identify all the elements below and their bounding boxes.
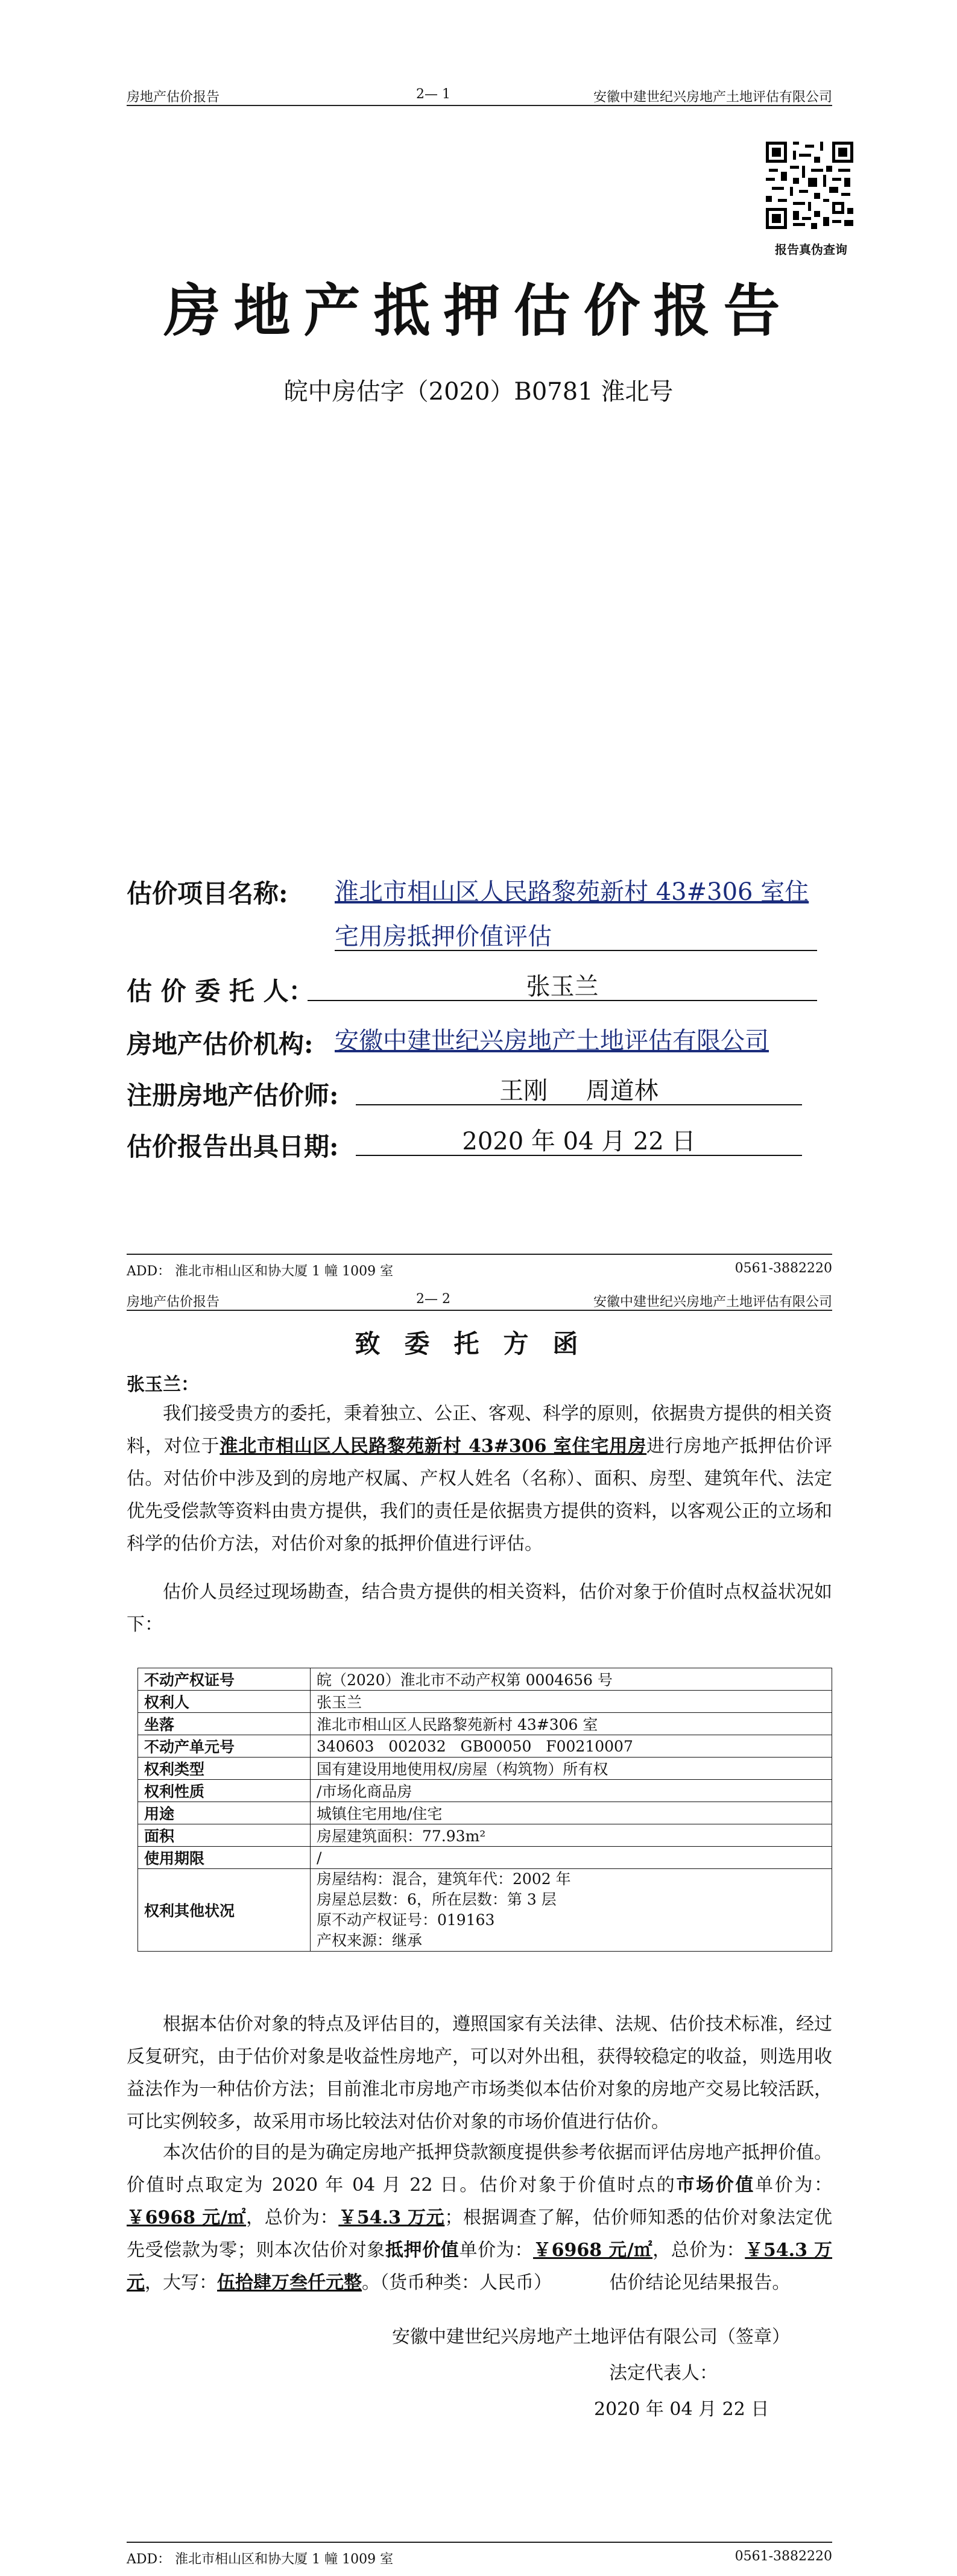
page-header	[127, 1289, 832, 1311]
letter-paragraph-2	[127, 1576, 832, 1641]
header-page-number: 2— 2	[416, 1292, 450, 1307]
other-status-line: 房屋总层数：6，所在层数：第 3 层	[317, 1891, 557, 1908]
page-header	[127, 84, 832, 106]
rights-key: 权利其他状况	[138, 1869, 311, 1952]
para4-c: 单价为：	[755, 2175, 833, 2196]
rights-value: /市场化商品房	[311, 1780, 832, 1802]
rights-table-row	[138, 1668, 832, 1691]
footer-phone: 0561-3882220	[734, 2549, 832, 2564]
property-rights-table	[137, 1668, 832, 1952]
rights-value: 张玉兰	[311, 1691, 832, 1713]
project-name-line1: 淮北市相山区人民路黎苑新村 43#306 室住	[335, 878, 809, 906]
other-status-line: 房屋结构：混合，建筑年代：2002 年	[317, 1870, 571, 1888]
rights-key: 坐落	[138, 1713, 311, 1735]
other-status-line: 产权来源：继承	[317, 1932, 423, 1949]
rights-table-row	[138, 1735, 832, 1758]
rights-table-row	[138, 1691, 832, 1713]
para4-k: ，总价为：	[652, 2240, 745, 2261]
rights-value: 城镇住宅用地/住宅	[311, 1802, 832, 1824]
rights-key: 权利人	[138, 1691, 311, 1713]
header-left: 房地产估价报告	[127, 90, 220, 105]
letter-title: 致委托方函	[355, 1329, 602, 1359]
header-company: 安徽中建世纪兴房地产土地评估有限公司	[593, 1295, 832, 1310]
page-footer	[127, 2542, 832, 2567]
rights-table-body	[138, 1668, 832, 1952]
rights-value: 淮北市相山区人民路黎苑新村 43#306 室	[311, 1713, 832, 1735]
para4-m: ，大写：	[145, 2272, 217, 2293]
signature-company: 安徽中建世纪兴房地产土地评估有限公司（签章）	[392, 2326, 790, 2348]
header-company: 安徽中建世纪兴房地产土地评估有限公司	[593, 90, 832, 105]
qr-caption: 报告真伪查询	[775, 242, 847, 257]
property-address: 淮北市相山区人民路黎苑新村 43#306 室住宅用房	[220, 1436, 647, 1457]
market-value-label: 市场价值	[676, 2175, 756, 2196]
rights-value: /	[311, 1847, 832, 1869]
rights-key: 权利类型	[138, 1758, 311, 1780]
footer-address: ADD： 淮北市相山区和协大厦 1 幢 1009 室	[127, 1264, 394, 1279]
market-unit-price: ￥6968 元/㎡	[127, 2207, 247, 2228]
legal-representative: 法定代表人：	[609, 2363, 718, 2384]
project-name-line2-text: 宅用房抵押价值评估	[335, 923, 552, 950]
para1-part-a: 我们接受贵方的委托，秉着独立、公正、客观、科学的原则，依据贵方提供的相关资料，对位于	[127, 1403, 832, 1457]
para2-text: 估价人员经过现场勘查，结合贵方提供的相关资料，估价对象于价值时点权益状况如下：	[127, 1582, 832, 1635]
rights-key: 面积	[138, 1824, 311, 1847]
rights-value: 皖（2020）淮北市不动产权第 0004656 号	[311, 1668, 832, 1691]
para4-a: 本次估价的目的是为确定房地产抵押贷款额度提供参考依据而评估房地产抵押价值。价值时点取定为 2020 年 04 月 22 日。估价对象于价值时点的	[127, 2142, 832, 2196]
rights-value: 国有建设用地使用权/房屋（构筑物）所有权	[311, 1758, 832, 1780]
rights-table-row	[138, 1824, 832, 1847]
footer-address: ADD： 淮北市相山区和协大厦 1 幢 1009 室	[127, 2552, 394, 2567]
rights-key: 不动产权证号	[138, 1668, 311, 1691]
other-status-line: 原不动产权证号：019163	[317, 1911, 495, 1929]
rights-table-row	[138, 1780, 832, 1802]
para4-e: ，总价为：	[246, 2207, 339, 2228]
agency-label: 房地产估价机构:	[127, 1029, 314, 1059]
mortgage-value-label: 抵押价值	[385, 2240, 460, 2261]
rights-value: 340603 002032 GB00050 F00210007	[311, 1735, 832, 1758]
rights-table-row	[138, 1847, 832, 1869]
market-total-price: ￥54.3 万元	[338, 2207, 445, 2228]
para4-o: 。（货币种类：人民币） 估价结论见结果报告。	[362, 2272, 791, 2293]
qr-code-icon[interactable]	[766, 142, 853, 229]
amount-in-words: 伍拾肆万叁仟元整	[217, 2272, 362, 2293]
rights-table-row-other	[138, 1869, 832, 1952]
signature-date: 2020 年 04 月 22 日	[594, 2399, 769, 2420]
rights-table-row	[138, 1713, 832, 1735]
header-page-number: 2— 1	[416, 87, 450, 102]
rights-table-row	[138, 1758, 832, 1780]
para3-text: 根据本估价对象的特点及评估目的，遵照国家有关法律、法规、估价技术标准，经过反复研究，由于估价对象是收益性房地产，可以对外出租，获得较稳定的收益，则选用收益法作为一种估价方法；目前淮北市房地产市场类似本估价对象的房地产交易比较活跃，可比实例较多，故采用市场比较法对估价对象的市场价值进行估价。	[127, 2014, 832, 2132]
client-label: 估 价 委 托 人：	[127, 976, 314, 1006]
para1-part-c: 进行房地产抵押估价评估。对估价中涉及到的房地产权属、产权人姓名（名称）、面积、房型、建筑年代、法定优先受偿款等资料由贵方提供，我们的责任是依据贵方提供的资料，以客观公正的立场和科学的估价方法，对估价对象的抵押价值进行评估。	[127, 1436, 833, 1554]
project-name-line2	[335, 917, 817, 951]
mortgage-unit-price: ￥6968 元/㎡	[532, 2240, 653, 2261]
footer-phone: 0561-3882220	[734, 1261, 832, 1276]
para4-g: ；根据调查了解，估价师知悉的估价对象法定优先受偿款为零；则本次估价对象	[127, 2207, 833, 2261]
rights-value-other	[311, 1869, 832, 1952]
salutation: 张玉兰：	[127, 1374, 199, 1395]
rights-key: 用途	[138, 1802, 311, 1824]
appraiser-label: 注册房地产估价师:	[127, 1081, 339, 1110]
rights-key: 权利性质	[138, 1780, 311, 1802]
rights-key: 不动产单元号	[138, 1735, 311, 1758]
letter-paragraph-3	[127, 2008, 832, 2138]
letter-paragraph-1	[127, 1398, 832, 1560]
letter-paragraph-4	[127, 2137, 832, 2299]
report-date-label: 估价报告出具日期:	[127, 1132, 339, 1161]
rights-key: 使用期限	[138, 1847, 311, 1869]
letter-page	[0, 1288, 957, 2576]
page-footer	[127, 1254, 832, 1279]
report-date-value: 2020 年 04 月 22 日	[356, 1122, 802, 1156]
appraiser-value: 王刚 周道林	[356, 1072, 802, 1105]
rights-table-row	[138, 1802, 832, 1824]
para4-i: 单价为：	[459, 2240, 533, 2261]
mortgage-total-price: ￥54.3 万元	[127, 2240, 833, 2293]
rights-value: 房屋建筑面积：77.93m²	[311, 1824, 832, 1847]
report-reference-number: 皖中房估字（2020）B0781 淮北号	[283, 378, 674, 406]
header-left: 房地产估价报告	[127, 1295, 220, 1310]
client-value: 张玉兰	[308, 967, 817, 1001]
project-name-label: 估价项目名称:	[127, 879, 288, 908]
report-title: 房地产抵押估价报告	[163, 278, 794, 344]
agency-value: 安徽中建世纪兴房地产土地评估有限公司	[335, 1027, 769, 1055]
